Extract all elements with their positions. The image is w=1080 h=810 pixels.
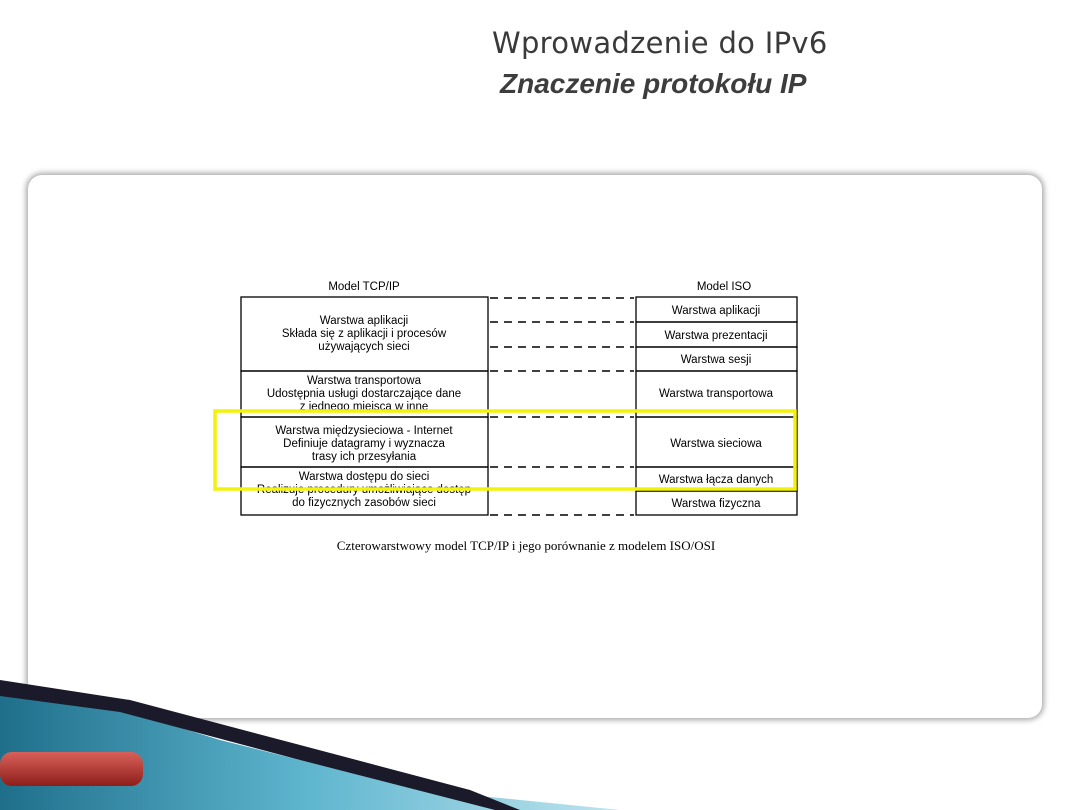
- svg-text:Warstwa łącza danych: Warstwa łącza danych: [658, 474, 774, 486]
- svg-text:Warstwa dostępu do sieci: Warstwa dostępu do sieci: [298, 471, 430, 483]
- svg-text:Definiuje datagramy i wyznacza: Definiuje datagramy i wyznacza: [283, 438, 445, 450]
- svg-text:używających sieci: używających sieci: [318, 341, 410, 353]
- diagram-caption: Czterowarstwowy model TCP/IP i jego porównanie z modelem ISO/OSI: [336, 538, 716, 553]
- svg-text:Realizuje procedury umożliwiaj: Realizuje procedury umożliwiające dostęp: [256, 484, 472, 496]
- svg-text:trasy ich przesyłania: trasy ich przesyłania: [311, 451, 417, 463]
- red-bar: [0, 752, 143, 786]
- slide-subtitle: Znaczenie protokołu IP: [500, 68, 807, 99]
- svg-text:Warstwa sieciowa: Warstwa sieciowa: [670, 438, 762, 450]
- svg-text:do fizycznych zasobów sieci: do fizycznych zasobów sieci: [292, 497, 436, 509]
- svg-text:Udostępnia usługi dostarczając: Udostępnia usługi dostarczające dane: [266, 388, 462, 400]
- svg-text:Warstwa sesji: Warstwa sesji: [680, 354, 752, 366]
- svg-text:Warstwa fizyczna: Warstwa fizyczna: [671, 498, 761, 510]
- svg-text:Warstwa transportowa: Warstwa transportowa: [659, 388, 773, 400]
- svg-text:Warstwa aplikacji: Warstwa aplikacji: [671, 305, 761, 317]
- svg-text:Warstwa prezentacji: Warstwa prezentacji: [664, 330, 768, 342]
- tcpip-model-header: Model TCP/IP: [328, 281, 400, 293]
- svg-text:Składa się z aplikacji i proce: Składa się z aplikacji i procesów: [281, 328, 447, 340]
- iso-model-header: Model ISO: [696, 281, 752, 293]
- slide-title: Wprowadzenie do IPv6: [492, 26, 828, 60]
- svg-text:Warstwa aplikacji: Warstwa aplikacji: [319, 315, 409, 327]
- svg-text:z jednego miejsca w inne: z jednego miejsca w inne: [299, 401, 429, 413]
- svg-text:Warstwa międzysieciowa - Inter: Warstwa międzysieciowa - Internet: [275, 425, 453, 437]
- svg-text:Warstwa transportowa: Warstwa transportowa: [307, 375, 421, 387]
